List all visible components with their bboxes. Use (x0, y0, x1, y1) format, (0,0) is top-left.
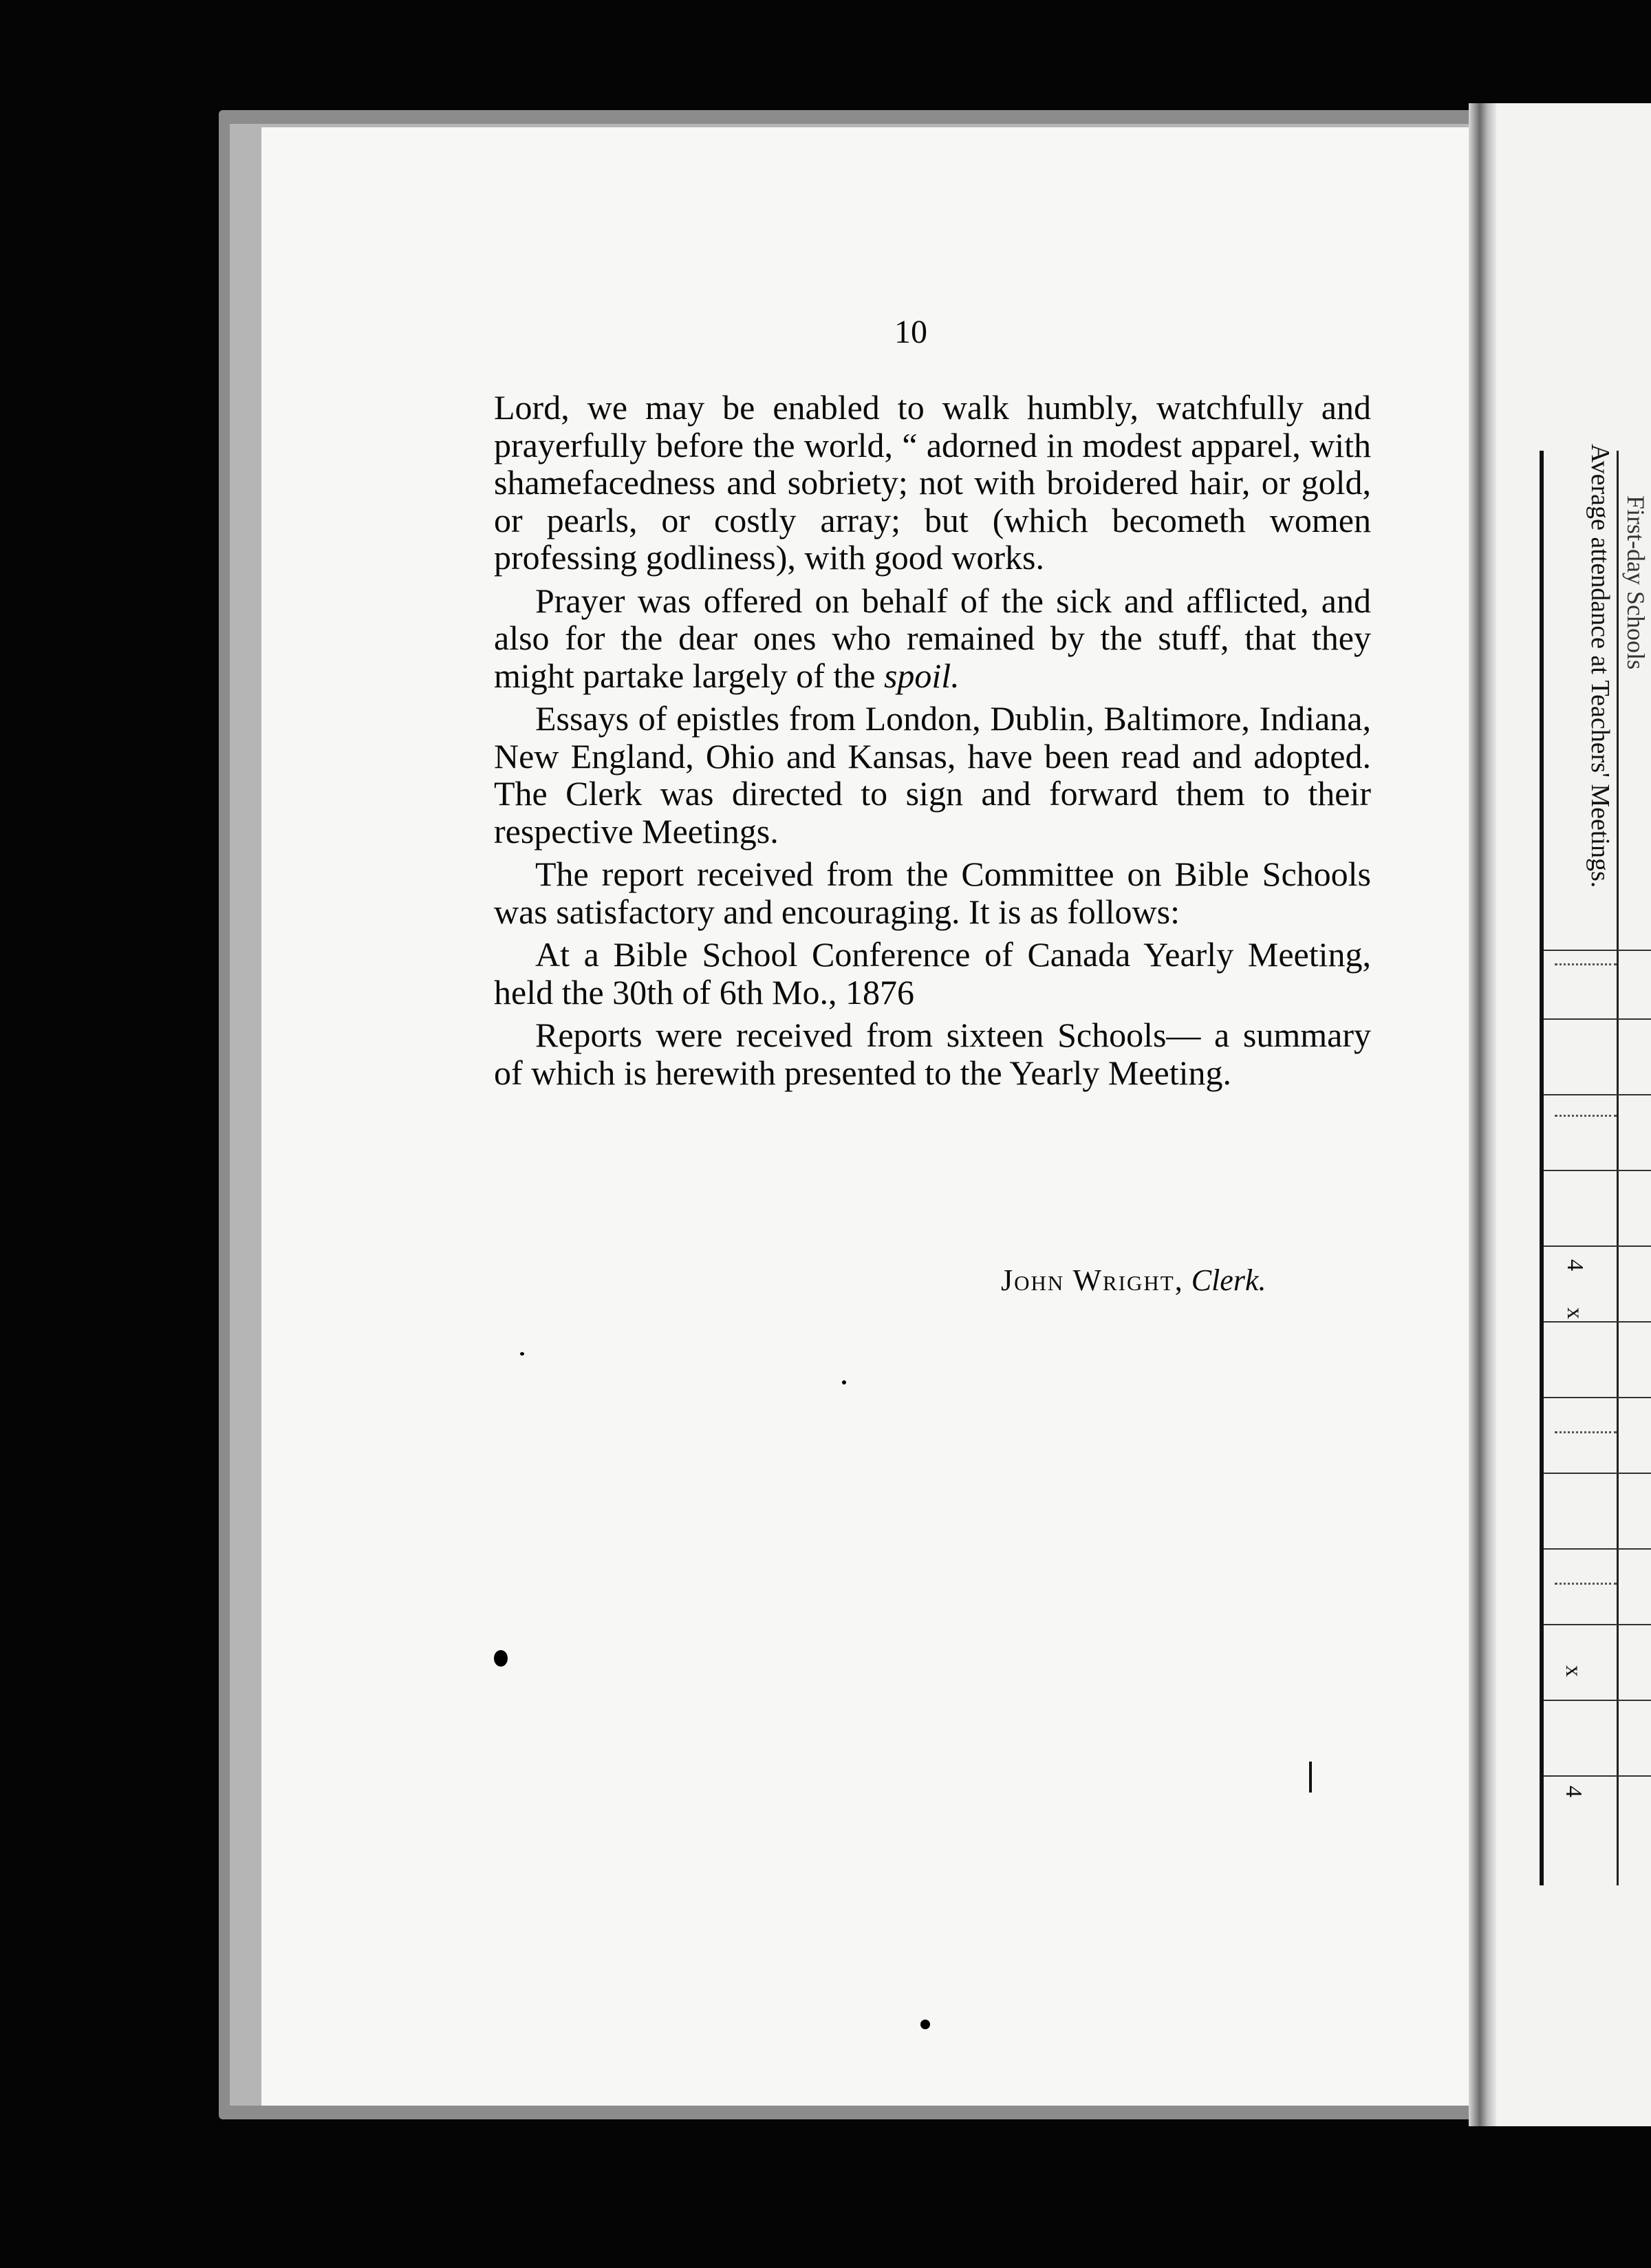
facing-entry: 4 (1561, 1786, 1586, 1797)
book-gutter (1469, 103, 1496, 2126)
paragraph-text: Prayer was offered on behalf of the sick and afflicted, and also for the dear ones who remained by the stuff, that they might partake largely of the (494, 581, 1371, 695)
paragraph: Lord, we may be enabled to walk humbly, watchfully and prayerfully before the world, “ adorned in modest apparel, with shamefacedness and sobriety; not with broidered hair, or gold, or pearls, or costly array; but (which becometh women professing godliness), with good works. (494, 388, 1371, 577)
facing-partial-heading: First-day Schools (1622, 495, 1650, 670)
page-number: 10 (894, 314, 927, 350)
facing-table-rule (1544, 1473, 1651, 1474)
page-body (494, 389, 1371, 1097)
facing-table-rule (1544, 1548, 1651, 1550)
paragraph: Reports were received from sixteen Schools— a summary of which is herewith presented to the Yearly Meeting. (494, 1016, 1371, 1092)
italic-word: spoil. (883, 656, 960, 695)
facing-entry: x (1561, 1665, 1586, 1677)
facing-entry: 4 (1562, 1259, 1588, 1271)
facing-dot-leader (1555, 1431, 1617, 1433)
paragraph: Essays of epistles from London, Dublin, Baltimore, Indiana, New England, Ohio and Kansas, have been read and adopted. The Clerk was directed to sign and forward them to their respective Meetings. (494, 699, 1371, 850)
facing-table-rule (1544, 950, 1651, 951)
facing-table-rule (1544, 1094, 1651, 1095)
ink-blot (494, 1650, 508, 1667)
facing-column-heading: Average attendance at Teachers' Meetings. (1586, 444, 1615, 888)
facing-table-rule (1544, 1170, 1651, 1171)
facing-table-rule (1544, 1321, 1651, 1323)
facing-table-rule (1544, 1018, 1651, 1020)
paragraph: The report received from the Committee on Bible Schools was satisfactory and encouraging. It is as follows: (494, 855, 1371, 931)
facing-table-rule (1544, 1245, 1651, 1247)
signature-role: Clerk. (1191, 1263, 1266, 1297)
signature (1001, 1263, 1386, 1298)
ink-speck (842, 1380, 846, 1384)
ink-blot (920, 2020, 930, 2029)
facing-entry: x (1562, 1307, 1588, 1319)
signature-name: John Wright, (1001, 1263, 1184, 1297)
facing-dot-leader (1555, 1115, 1617, 1117)
ink-mark (1309, 1762, 1312, 1793)
paragraph: At a Bible School Conference of Canada Yearly Meeting, held the 30th of 6th Mo., 1876 (494, 935, 1371, 1012)
facing-dot-leader (1555, 963, 1617, 965)
facing-dot-leader (1555, 1583, 1617, 1585)
facing-table-rule (1544, 1775, 1651, 1777)
ink-speck (520, 1352, 524, 1356)
facing-table-rule (1544, 1397, 1651, 1398)
facing-table-rule (1544, 1624, 1651, 1625)
facing-table-rule (1544, 1700, 1651, 1701)
paragraph (494, 582, 1371, 695)
